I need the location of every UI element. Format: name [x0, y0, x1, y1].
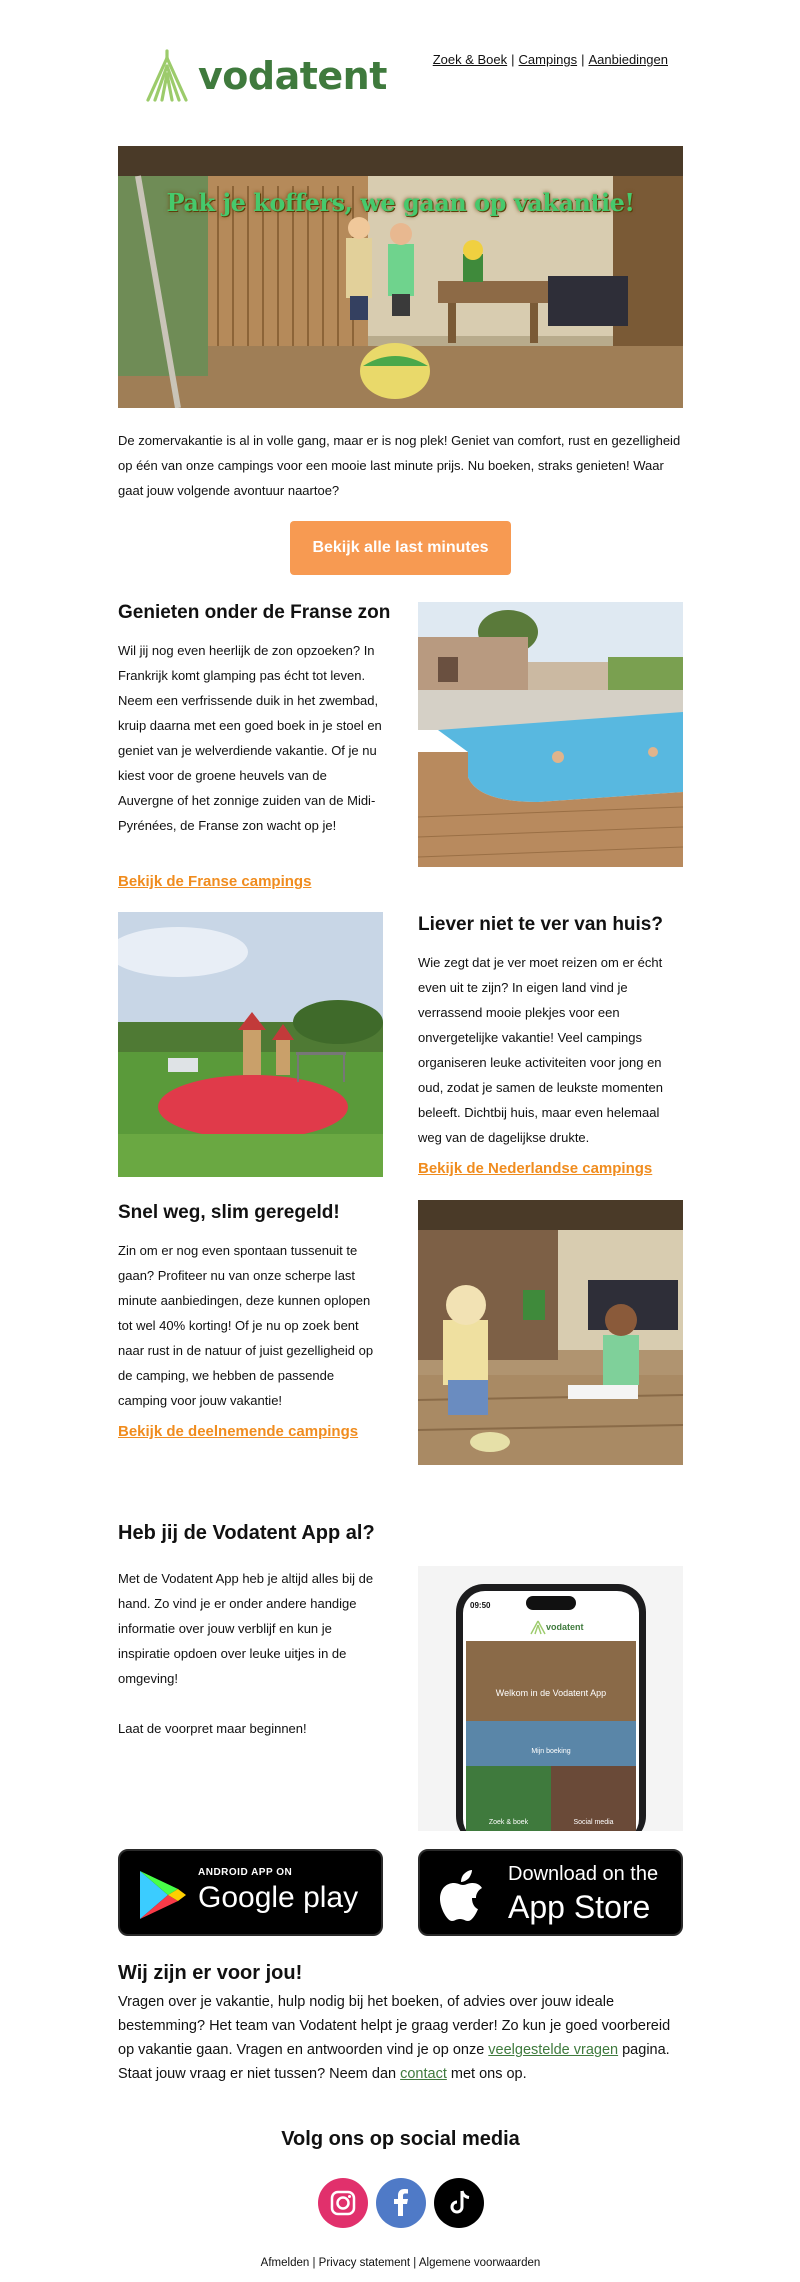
app-section-title: Heb jij de Vodatent App al? [118, 1522, 375, 1544]
social-links [318, 2178, 484, 2228]
section-france-text: Wil jij nog even heerlijk de zon opzoeken? In Frankrijk komt glamping pas écht tot leven. Neem een verfrissende duik in het zwembad, kruip daarna met een goed boek in je stoel en geniet van je welverdiende vakantie. Of je nu kiest voor de groene heuvels van de Auvergne of het zonnige zuiden van de Midi-Pyrénées, de Franse zon wacht op je! [118, 643, 382, 833]
contact-link[interactable]: contact [400, 2066, 447, 2082]
faq-link[interactable]: veelgestelde vragen [488, 2042, 619, 2058]
google-play-icon [138, 1869, 188, 1921]
email-header [118, 40, 683, 110]
last-minutes-button[interactable]: Bekijk alle last minutes [290, 521, 511, 575]
google-play-badge[interactable] [118, 1849, 383, 1936]
hero-title: Pak je koffers, we gaan op vakantie! [166, 188, 635, 217]
brand-name: vodatent [198, 54, 387, 98]
section-lastminute-text: Zin om er nog even spontaan tussenuit te gaan? Profiteer nu van onze scherpe last minute aanbiedingen, deze kunnen oplopen tot wel 40% korting! Of je nu op zoek bent naar rust in de natuur of juist gezelligheid op de camping, we hebben de passende camping voor jouw vakantie! [118, 1243, 374, 1408]
terms-link[interactable]: Algemene voorwaarden [418, 2257, 541, 2269]
top-nav: Zoek & Boek | Campings | Aanbiedingen [432, 52, 668, 67]
apple-badge-big: App Store [508, 1889, 651, 1925]
kids-reading-photo [418, 1200, 683, 1465]
apple-icon [438, 1869, 484, 1923]
tiktok-icon[interactable] [434, 2178, 484, 2228]
vodatent-logo[interactable] [144, 48, 387, 104]
app-phone-mockup [418, 1566, 683, 1831]
section-netherlands-title: Liever niet te ver van huis? [418, 914, 663, 935]
privacy-link[interactable]: Privacy statement [318, 2257, 411, 2269]
app-section-text: Met de Vodatent App heb je altijd alles bij de hand. Zo vind je er onder andere handige informatie over jouw verblijf en kun je inspiratie opdoen over leuke uitjes in de omgeving! [118, 1571, 374, 1686]
help-title: Wij zijn er voor jou! [118, 1962, 303, 1984]
google-badge-small: ANDROID APP ON [198, 1867, 293, 1878]
netherlands-campings-link[interactable]: Bekijk de Nederlandse campings [418, 1160, 653, 1177]
phone-brand: vodatent [546, 1622, 584, 1632]
unsubscribe-link[interactable]: Afmelden [260, 2257, 310, 2269]
nav-zoek-boek[interactable]: Zoek & Boek [432, 52, 508, 67]
help-text: Vragen over je vakantie, hulp nodig bij het boeken, of advies over jouw ideale bestemming? Het team van Vodatent helpt je graag verder! Zo kun je goed voorbereid op vakantie gaan. Vragen en antwoorden vind je op onze veelgestelde vragen pagina. Staat jouw vraag er niet tussen? Neem dan contact met ons op. [118, 1994, 671, 2082]
apple-badge-small: Download on the [508, 1863, 659, 1885]
footer-links: Afmelden | Privacy statement | Algemene voorwaarden [260, 2257, 541, 2269]
participating-campings-link[interactable]: Bekijk de deelnemende campings [118, 1423, 359, 1440]
phone-time: 09:50 [470, 1601, 491, 1610]
instagram-icon[interactable] [318, 2178, 368, 2228]
app-store-badge[interactable] [418, 1849, 683, 1936]
google-badge-big: Google play [198, 1881, 359, 1914]
playground-photo [118, 912, 383, 1177]
section-france-title: Genieten onder de Franse zon [118, 602, 391, 623]
phone-tile-booking: Mijn boeking [531, 1748, 571, 1755]
nav-aanbiedingen[interactable]: Aanbiedingen [588, 52, 668, 67]
hero-photo [118, 146, 683, 408]
tent-logo-icon [144, 48, 190, 104]
section-netherlands-text: Wie zegt dat je ver moet reizen om er écht even uit te zijn? In eigen land vind je verrassend mooie plekjes voor een onvergetelijke vakantie! Veel campings organiseren leuke activiteiten voor jong en oud, zodat je samen de leukste momenten beleeft. Dichtbij huis, maar even helemaal weg van de dagelijkse drukte. [418, 955, 663, 1145]
social-title: Volg ons op social media [281, 2128, 520, 2150]
intro-text: De zomervakantie is al in volle gang, maar er is nog plek! Geniet van comfort, rust en gezelligheid op één van onze campings voor een mooie last minute prijs. Nu boeken, straks genieten! Waar gaat jouw volgende avontuur naartoe? [118, 433, 681, 498]
france-campings-link[interactable]: Bekijk de Franse campings [118, 873, 312, 890]
hero-banner[interactable] [118, 146, 683, 408]
section-lastminute-title: Snel weg, slim geregeld! [118, 1202, 340, 1223]
app-section-tagline: Laat de voorpret maar beginnen! [118, 1721, 307, 1736]
pool-photo [418, 602, 683, 867]
nav-campings[interactable]: Campings [518, 52, 578, 67]
phone-tile-social: Social media [573, 1819, 614, 1826]
facebook-icon[interactable] [376, 2178, 426, 2228]
phone-welcome: Welkom in de Vodatent App [495, 1688, 607, 1698]
phone-tile-search: Zoek & boek [488, 1819, 529, 1826]
